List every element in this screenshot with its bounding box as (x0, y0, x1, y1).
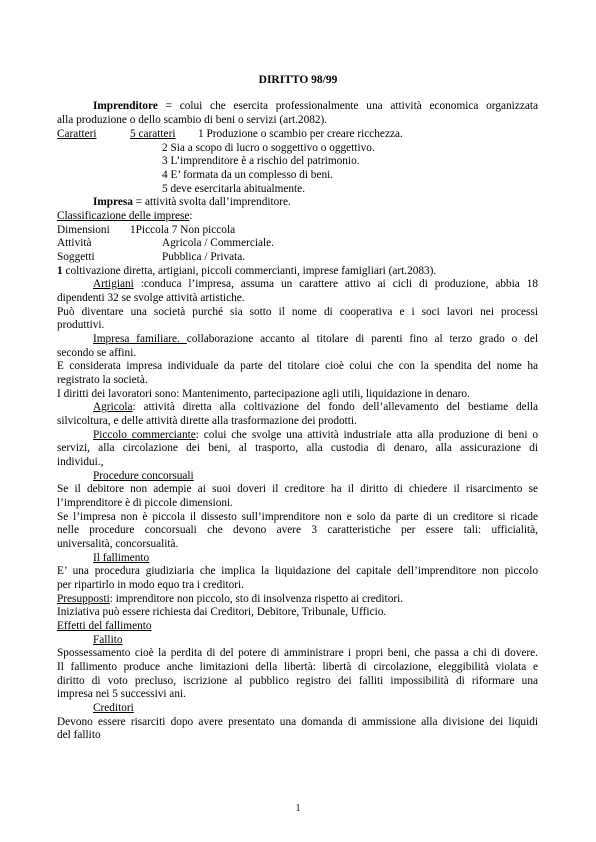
impresa-def: = attività svolta dall’imprenditore. (132, 196, 291, 208)
familiare-line4: registrato la società. (57, 374, 148, 386)
agricola-line2: silvicoltura, e delle attività dirette alla trasformazione dei prodotti. (57, 415, 357, 427)
artigiani-term: Artigiani (93, 278, 134, 290)
classificazione-heading: Classificazione delle imprese (57, 210, 190, 222)
caratteri-item-4: 4 E’ formata da un complesso di beni. (162, 169, 334, 181)
commerciante-line3: individui., (57, 456, 104, 468)
effetti-heading: Effetti del fallimento (57, 620, 152, 632)
piccola-text: coltivazione diretta, artigiani, piccoli commercianti, imprese famigliari (art.2083). (62, 265, 437, 277)
class-soggetti-label: Soggetti (57, 251, 95, 263)
agricola-line1 (57, 401, 538, 415)
procedure-line2: l’imprenditore è di piccole dimensioni. (57, 497, 233, 509)
creditori-line1: Devono essere risarciti dopo avere presentato una domanda di ammissione alla divisione dei liquidi (57, 716, 538, 728)
procedure-line5: universalità, concorsualità. (57, 538, 179, 550)
commerciante-line1 (57, 429, 538, 443)
familiare-line2: secondo se affini. (57, 347, 137, 359)
agricola-text-1: : attività diretta alla coltivazione del fondo dell’allevamento del bestiame della (132, 401, 538, 413)
imprenditore-line1 (57, 100, 538, 114)
familiare-text-1: collaborazione accanto al titolare di parenti fino al terzo grado o del (186, 333, 538, 345)
artigiani-line4: produttivi. (57, 319, 105, 331)
fallimento-line2: per ripartirlo in modo equo tra i creditori. (57, 579, 244, 591)
fallito-line3: diritto di voto precluso, iscrizione al pubblico registro dei falliti impossibilità di riformare una (57, 675, 538, 687)
familiare-line5: I diritti dei lavoratori sono: Mantenimento, partecipazione agli utili, liquidazione in denaro. (57, 388, 470, 400)
piccola-num: 1 (57, 265, 63, 277)
familiare-line3: E considerata impresa individuale da parte del titolare cioè colui che con la spendita del nome ha (57, 360, 538, 372)
class-soggetti-value: Pubblica / Privata. (162, 251, 246, 263)
fallimento-heading: Il fallimento (93, 552, 150, 564)
piccola-impresa-line (57, 265, 436, 279)
imprenditore-def: = colui che esercita professionalmente una attività economica organizzata (157, 100, 538, 112)
fallito-line4: impresa nei 5 successivi ani. (57, 688, 186, 700)
document-title: DIRITTO 98/99 (258, 74, 338, 86)
caratteri-label: Caratteri (57, 128, 97, 140)
familiare-line1 (57, 333, 538, 347)
imprenditore-line2: alla produzione o dello scambio di beni o servizi (art.2082). (57, 114, 328, 126)
class-attivita-label: Attività (57, 237, 92, 249)
fallimento-line1: E’ una procedura giudiziaria che implica la liquidazione del capitale dell’imprenditore non piccolo (57, 565, 538, 577)
class-dimensioni-label: Dimensioni (57, 224, 110, 236)
class-attivita-value: Agricola / Commerciale. (162, 237, 274, 249)
commerciante-term: Piccolo commerciante (93, 429, 196, 441)
creditori-heading: Creditori (93, 702, 134, 714)
procedure-line4: nelle procedure concorsuali che devono avere 3 caratteristiche per essere tali: ufficialità, (57, 524, 538, 536)
caratteri-count: 5 caratteri (130, 128, 176, 140)
procedure-line1: Se il debitore non adempie ai suoi doveri il creditore ha il diritto di chiedere il risarcimento se (57, 483, 538, 495)
procedure-heading: Procedure concorsuali (93, 470, 194, 482)
presupposti-line (57, 593, 403, 607)
commerciante-text-1: : colui che svolge una attività industriale atta alla produzione di beni o (195, 429, 538, 441)
impresa-term: Impresa (93, 196, 133, 208)
procedure-line3: Se l’impresa non è piccola il dissesto sull’imprenditore non e solo da parte di un creditore si ricade (57, 511, 538, 523)
agricola-term: Agricola (93, 401, 133, 413)
class-dimensioni-value: 1Piccola 7 Non piccola (130, 224, 236, 236)
caratteri-item-3: 3 L’imprenditore è a rischio del patrimonio. (162, 155, 360, 167)
fallito-heading: Fallito (93, 634, 123, 646)
classificazione-colon: : (189, 210, 193, 222)
imprenditore-term: Imprenditore (93, 100, 158, 112)
presupposti-label: Presupposti (57, 593, 110, 605)
caratteri-item-1: 1 Produzione o scambio per creare ricchezza. (198, 128, 403, 140)
artigiani-line3: Può diventare una società purché sia sotto il nome di cooperativa e i soci lavori nei processi (57, 306, 538, 318)
creditori-line2: del fallito (57, 729, 101, 741)
familiare-term: Impresa familiare. (93, 333, 187, 345)
artigiani-text-1: :conduca l’impresa, assuma un carattere attivo ai cicli di produzione, abbia 18 (133, 278, 538, 290)
artigiani-line1 (57, 278, 538, 292)
page-number: 1 (295, 803, 301, 814)
impresa-line (93, 196, 291, 210)
caratteri-item-2: 2 Sia a scopo di lucro o soggettivo o oggettivo. (162, 142, 375, 154)
iniziativa-line: Iniziativa può essere richiesta dai Creditori, Debitore, Tribunale, Ufficio. (57, 606, 387, 618)
presupposti-text: : imprenditore non piccolo, sto di insolvenza rispetto ai creditori. (109, 593, 404, 605)
classificazione-heading-line (57, 210, 193, 224)
fallito-line1: Spossessamento cioè la perdita di del potere di amministrare i propri beni, che passa a chi di dovere. (57, 647, 538, 659)
commerciante-line2: servizi, alla circolazione dei beni, al trasporto, alla custodia di denaro, alla assicurazione di (57, 442, 538, 454)
artigiani-line2: dipendenti 32 se svolge attività artistiche. (57, 292, 245, 304)
caratteri-item-5: 5 deve esercitarla abitualmente. (162, 183, 306, 195)
fallito-line2: Il fallimento produce anche limitazioni della libertà: libertà di circolazione, eleggibilità violata e (57, 661, 538, 673)
